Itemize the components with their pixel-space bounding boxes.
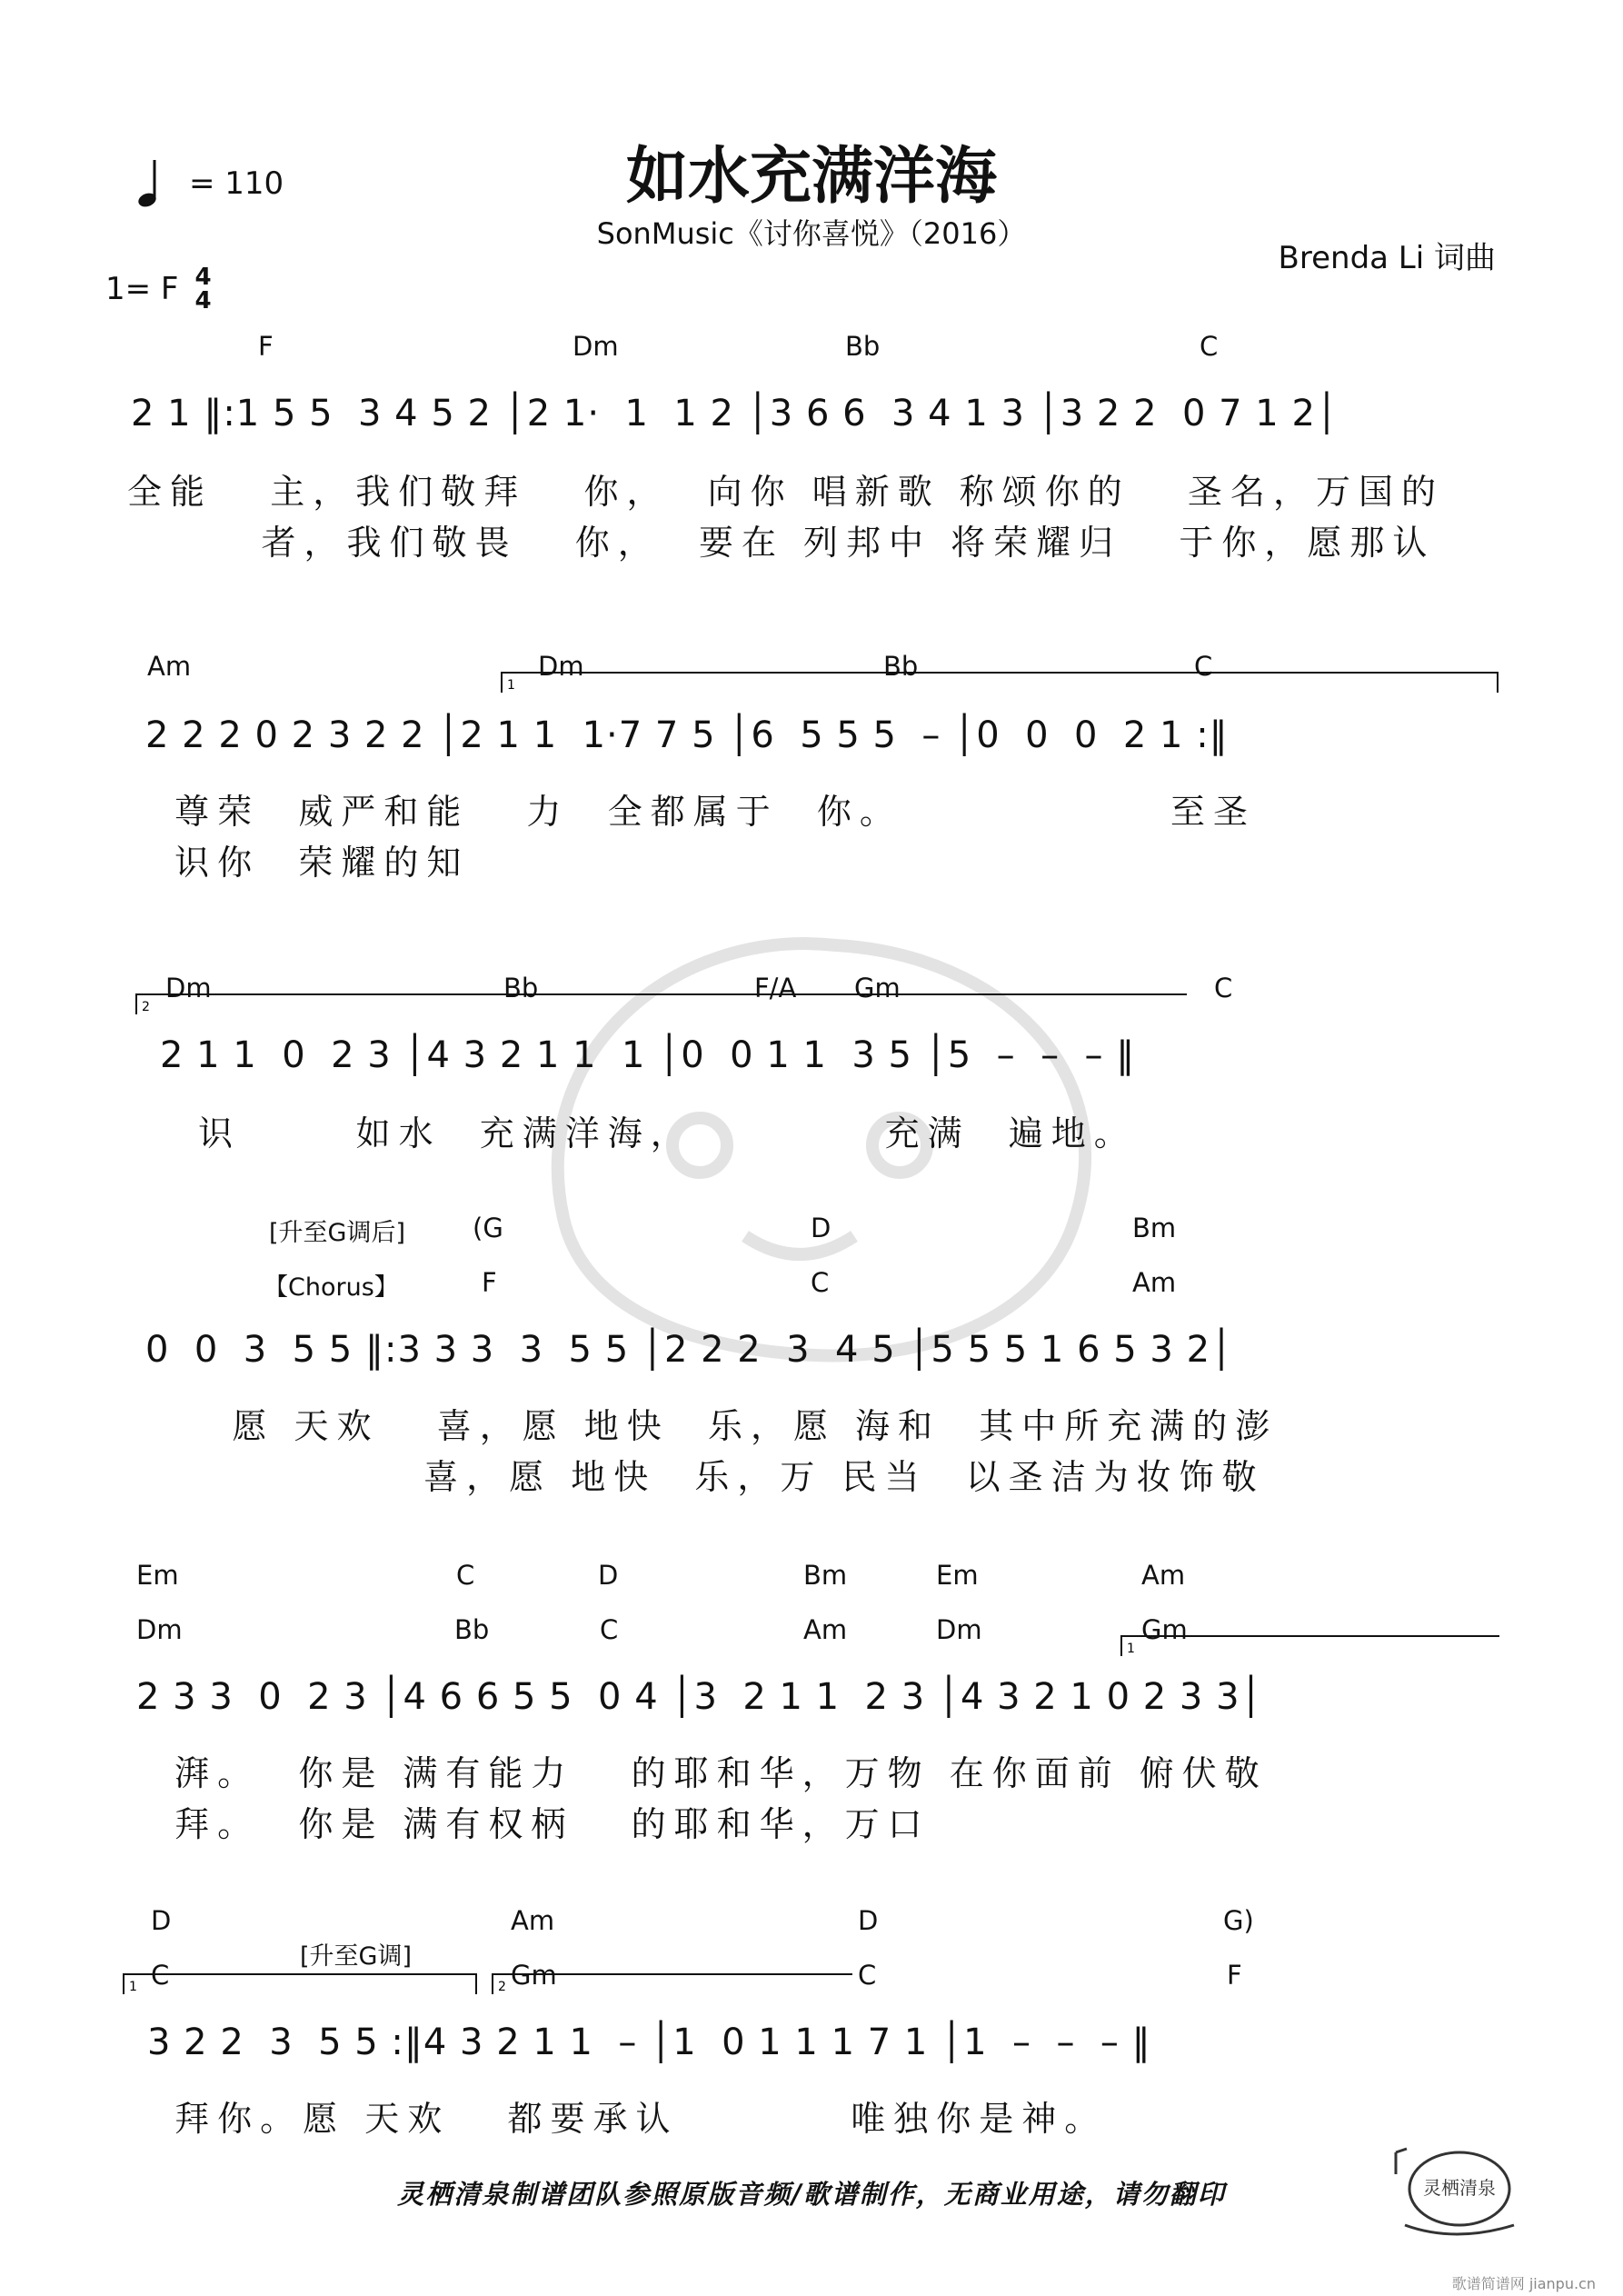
chord-label: Gm [854,973,901,1003]
tempo-value: = 110 [189,165,284,202]
notation-line: 0 0 3 5 5 ‖:3 3 3 3 5 5 │2 2 2 3 4 5 │5 5 5 1 6 5 3 2│ [145,1329,1234,1371]
key-change-note: [升至G调] [300,1942,412,1971]
chord-label: Dm [936,1614,982,1645]
lyric-verse-1: 愿 天欢 喜，愿 地快 乐，愿 海和 其中所充满的澎 [136,1406,1279,1446]
chord-label: Dm [538,651,584,682]
lyric-verse-1: 拜你。愿 天欢 都要承认 唯独你是神。 [136,2099,1108,2139]
notation-line: 2 3 3 0 2 3 │4 6 6 5 5 0 4 │3 2 1 1 2 3 │4 3 2 1 0 2 3 3│ [136,1676,1263,1718]
notation-line: 2 2 2 0 2 3 2 2 │2 1 1 1·7 7 5 │6 5 5 5 – │0 0 0 2 1 :‖ [145,714,1229,756]
key-signature [105,265,212,313]
chord-label: F [1227,1960,1242,1991]
chord-label: C [858,1960,877,1991]
volta-bracket-2 [134,989,1189,1016]
chord-label: F [482,1267,497,1298]
footer-notice: 灵栖清泉制谱团队参照原版音频/歌谱制作，无商业用途，请勿翻印 [397,2179,1226,2210]
chord-label: D [811,1213,831,1243]
time-bottom: 4 [194,287,212,314]
chord-label: F [258,331,274,362]
lyric-verse-1: 湃。 你是 满有能力 的耶和华，万物 在你面前 俯伏敬 [136,1753,1268,1793]
lyric-verse-2: 者，我们敬畏 你， 要在 列邦中 将荣耀归 于你，愿那认 [127,523,1436,563]
chord-label: G) [1223,1905,1254,1936]
chord-label: D [598,1560,619,1591]
chord-label: C [600,1614,619,1645]
stamp-text: 灵栖清泉 [1423,2177,1496,2199]
song-title: 如水充满洋海 [625,141,997,213]
chord-label: C [151,1960,170,1991]
chord-label: C [1194,651,1213,682]
chord-label: Bb [503,973,539,1003]
lyric-verse-2: 拜。 你是 满有权柄 的耶和华，万口 [136,1804,931,1844]
svg-text:1: 1 [1127,1642,1135,1656]
chord-label: C [811,1267,830,1298]
chord-label: Bb [454,1614,490,1645]
key-label: 1= F [105,271,179,307]
chord-label: Gm [1141,1614,1188,1645]
chord-label: Am [803,1614,848,1645]
chord-label: Em [936,1560,979,1591]
volta-bracket-4 [122,1969,485,1996]
chord-label: Dm [136,1614,183,1645]
chord-label: Bm [1132,1213,1177,1243]
chord-label: Bb [883,651,919,682]
composer-credit: Brenda Li 词曲 [1278,240,1496,276]
chord-label: Gm [511,1960,557,1991]
lyric-verse-1: 识 如水 充满洋海， 充满 遍地。 [160,1113,1137,1153]
chord-label: F/A [754,973,797,1003]
volta-bracket-1 [500,667,1499,694]
chord-label: D [151,1905,172,1936]
chord-label: Am [1141,1560,1186,1591]
chord-label: Bb [845,331,881,362]
chord-label: Bm [803,1560,848,1591]
notation-line: 3 2 2 3 5 5 :‖4 3 2 1 1 – │1 0 1 1 1 7 1 │1 – – – ‖ [147,2021,1151,2063]
chord-label: D [858,1905,879,1936]
lyric-verse-1: 全能 主，我们敬拜 你， 向你 唱新歌 称颂你的 圣名，万国的 [127,472,1445,512]
chord-label: C [456,1560,475,1591]
lyric-verse-2: 喜，愿 地快 乐，万 民当 以圣洁为妆饰敬 [136,1457,1265,1497]
tempo-marking [116,156,284,211]
chord-label: Am [147,651,192,682]
chord-label: Am [1132,1267,1177,1298]
chord-label: C [1200,331,1219,362]
quarter-note-icon [116,156,180,211]
time-top: 4 [194,264,212,291]
svg-text:2: 2 [498,1980,506,1994]
publisher-stamp-logo [1387,2134,1523,2243]
lyric-verse-2: 识你 荣耀的知 [136,843,470,883]
chord-label: (G [473,1213,503,1243]
volta-bracket-3 [1120,1631,1501,1658]
svg-text:1: 1 [129,1980,137,1994]
key-change-note: [升至G调后] [269,1219,405,1247]
chord-label: C [1214,973,1233,1003]
lyric-verse-1: 尊荣 威严和能 力 全都属于 你。 至圣 [136,792,1256,832]
svg-text:2: 2 [142,1000,150,1014]
time-signature [194,265,211,313]
section-label-chorus: 【Chorus】 [264,1273,399,1302]
volta-bracket-5 [491,1969,854,1996]
notation-line: 2 1 ‖:1 5 5 3 4 5 2 │2 1· 1 1 2 │3 6 6 3 4 1 3 │3 2 2 0 7 1 2│ [131,393,1339,434]
chord-label: Am [511,1905,555,1936]
svg-text:1: 1 [507,678,515,693]
song-subtitle: SonMusic《讨你喜悦》（2016） [596,216,1027,251]
chord-label: Dm [573,331,619,362]
chord-label: Dm [165,973,212,1003]
chord-label: Em [136,1560,179,1591]
notation-line: 2 1 1 0 2 3 │4 3 2 1 1 1 │0 0 1 1 3 5 │5 – – – ‖ [160,1034,1136,1076]
site-watermark: 歌谱简谱网 jianpu.cn [1451,2275,1596,2292]
